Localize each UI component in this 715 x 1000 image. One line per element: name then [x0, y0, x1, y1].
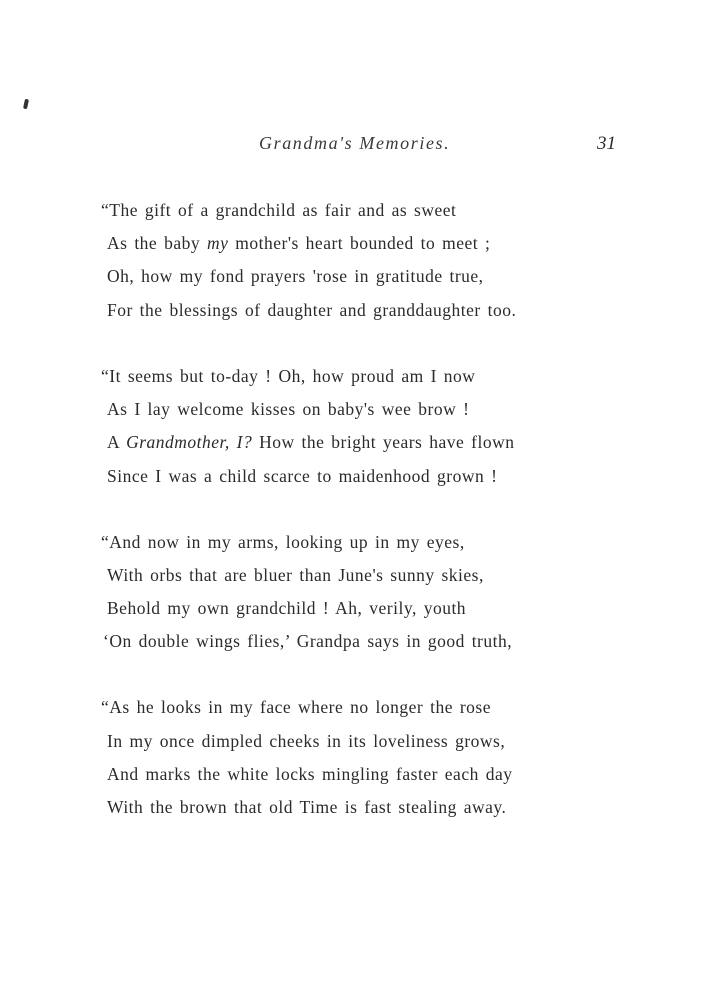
poem-line: Behold my own grandchild ! Ah, verily, youth [107, 598, 467, 618]
poem-line: For the blessings of daughter and granddaughter too. [107, 300, 517, 320]
poem-line: A Grandmother, I? How the bright years have flown [107, 432, 515, 452]
poem-line: As I lay welcome kisses on baby's wee brow ! [107, 399, 470, 419]
poem-line: In my once dimpled cheeks in its loveliness grows, [107, 731, 506, 751]
emphasis-text: Grandmother, I? [126, 432, 253, 452]
poem-line: “And now in my arms, looking up in my eyes, [101, 532, 465, 552]
running-head [0, 133, 715, 157]
poem-line: With orbs that are bluer than June's sunny skies, [107, 565, 484, 585]
poem-line: With the brown that old Time is fast stealing away. [107, 797, 507, 817]
page-number: 31 [597, 133, 616, 154]
emphasis-text: my [206, 233, 229, 253]
poem-line: “The gift of a grandchild as fair and as sweet [101, 200, 457, 220]
ink-speck [23, 99, 29, 110]
poem-line: As the baby my mother's heart bounded to meet ; [107, 233, 491, 253]
poem-line: Since I was a child scarce to maidenhood grown ! [107, 466, 498, 486]
poem-line: And marks the white locks mingling faster each day [107, 764, 513, 784]
poem-line: ‘On double wings flies,’ Grandpa says in good truth, [103, 631, 513, 651]
poem-line: “It seems but to-day ! Oh, how proud am I now [101, 366, 476, 386]
running-title: Grandma's Memories. [259, 133, 451, 153]
poem-line: Oh, how my fond prayers 'rose in gratitude true, [107, 266, 484, 286]
poem-line: “As he looks in my face where no longer the rose [101, 697, 492, 717]
